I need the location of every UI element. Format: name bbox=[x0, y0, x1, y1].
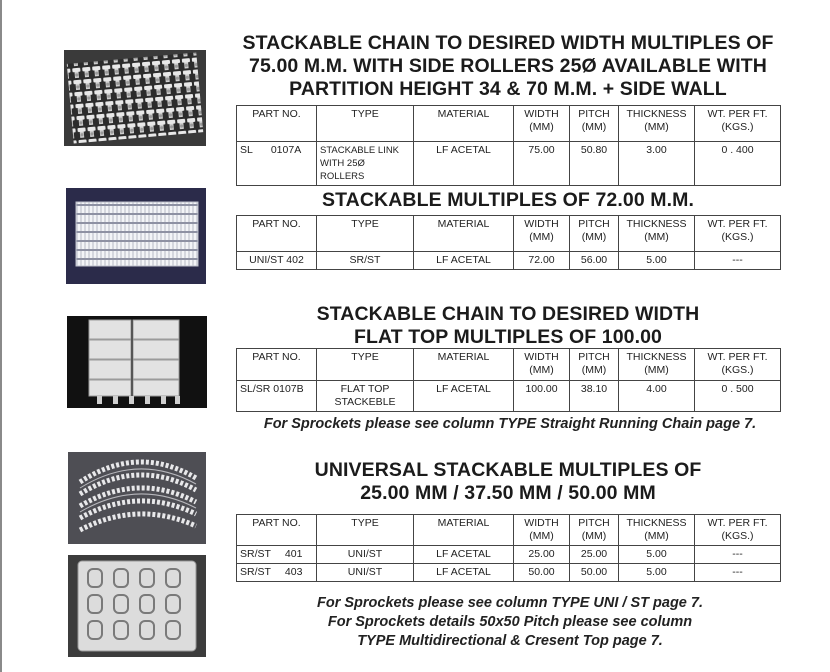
cell-material: LF ACETAL bbox=[414, 546, 514, 564]
cell-thickness: 3.00 bbox=[619, 142, 695, 186]
flat-top-stackable-chain-photo bbox=[67, 316, 207, 408]
header-type: TYPE bbox=[317, 106, 414, 142]
cell-width: 100.00 bbox=[514, 381, 570, 412]
table-row bbox=[237, 381, 781, 412]
cell-pitch: 50.80 bbox=[570, 142, 619, 186]
header-pitch: PITCH (MM) bbox=[570, 349, 619, 381]
table-row bbox=[237, 564, 781, 582]
header-material: MATERIAL bbox=[414, 515, 514, 546]
section1-spec-table bbox=[236, 105, 781, 186]
table-header-row bbox=[237, 515, 781, 546]
header-pitch: PITCH (MM) bbox=[570, 216, 619, 252]
cell-material: LF ACETAL bbox=[414, 381, 514, 412]
header-type: TYPE bbox=[317, 515, 414, 546]
header-thickness: THICKNESS (MM) bbox=[619, 216, 695, 252]
section1-heading: STACKABLE CHAIN TO DESIRED WIDTH MULTIPLES OF 75.00 M.M. WITH SIDE ROLLERS 25Ø AVAILABLE WITH PARTITION HEIGHT 34 & 70 M.M. + SIDE WALL bbox=[242, 32, 774, 100]
section3-heading: STACKABLE CHAIN TO DESIRED WIDTH FLAT TOP MULTIPLES OF 100.00 bbox=[316, 303, 700, 348]
cell-pitch: 25.00 bbox=[570, 546, 619, 564]
header-weight: WT. PER FT. (KGS.) bbox=[695, 349, 781, 381]
header-thickness: THICKNESS (MM) bbox=[619, 515, 695, 546]
header-pitch: PITCH (MM) bbox=[570, 106, 619, 142]
cell-material: LF ACETAL bbox=[414, 142, 514, 186]
cell-thickness: 4.00 bbox=[619, 381, 695, 412]
cell-weight: --- bbox=[695, 564, 781, 582]
cell-type: SR/ST bbox=[317, 252, 414, 270]
universal-stackable-flat-chain-photo bbox=[68, 555, 206, 657]
header-pitch: PITCH (MM) bbox=[570, 515, 619, 546]
table-row bbox=[237, 252, 781, 270]
header-width: WIDTH (MM) bbox=[514, 349, 570, 381]
cell-width: 25.00 bbox=[514, 546, 570, 564]
table-header-row bbox=[237, 349, 781, 381]
header-width: WIDTH (MM) bbox=[514, 216, 570, 252]
table-header-row bbox=[237, 216, 781, 252]
header-material: MATERIAL bbox=[414, 106, 514, 142]
cell-type: UNI/ST bbox=[317, 546, 414, 564]
header-thickness: THICKNESS (MM) bbox=[619, 349, 695, 381]
stackable-72mm-chain-photo bbox=[66, 188, 206, 284]
cell-thickness: 5.00 bbox=[619, 564, 695, 582]
cell-pitch: 38.10 bbox=[570, 381, 619, 412]
header-weight: WT. PER FT. (KGS.) bbox=[695, 106, 781, 142]
header-part-no: PART NO. bbox=[237, 216, 317, 252]
header-part-no: PART NO. bbox=[237, 515, 317, 546]
cell-width: 75.00 bbox=[514, 142, 570, 186]
header-part-no: PART NO. bbox=[237, 106, 317, 142]
cell-type: UNI/ST bbox=[317, 564, 414, 582]
section3-spec-table bbox=[236, 348, 781, 412]
header-width: WIDTH (MM) bbox=[514, 515, 570, 546]
section2-spec-table bbox=[236, 215, 781, 270]
cell-type: STACKABLE LINK WITH 25Ø ROLLERS bbox=[317, 142, 414, 186]
header-weight: WT. PER FT. (KGS.) bbox=[695, 515, 781, 546]
cell-pitch: 50.00 bbox=[570, 564, 619, 582]
cell-thickness: 5.00 bbox=[619, 546, 695, 564]
cell-part-no: SR/ST 403 bbox=[237, 564, 317, 582]
section4-spec-table bbox=[236, 514, 781, 582]
cell-material: LF ACETAL bbox=[414, 564, 514, 582]
cell-width: 72.00 bbox=[514, 252, 570, 270]
cell-weight: --- bbox=[695, 252, 781, 270]
cell-material: LF ACETAL bbox=[414, 252, 514, 270]
header-weight: WT. PER FT. (KGS.) bbox=[695, 216, 781, 252]
header-type: TYPE bbox=[317, 216, 414, 252]
page-left-border bbox=[0, 0, 2, 672]
cell-weight: --- bbox=[695, 546, 781, 564]
cell-type: FLAT TOP STACKEBLE bbox=[317, 381, 414, 412]
cell-weight: 0 . 500 bbox=[695, 381, 781, 412]
stackable-link-side-rollers-chain-photo bbox=[64, 50, 206, 146]
header-thickness: THICKNESS (MM) bbox=[619, 106, 695, 142]
cell-part-no: UNI/ST 402 bbox=[237, 252, 317, 270]
section4-heading: UNIVERSAL STACKABLE MULTIPLES OF 25.00 MM / 37.50 MM / 50.00 MM bbox=[314, 459, 702, 504]
header-type: TYPE bbox=[317, 349, 414, 381]
section4-sprocket-note: For Sprockets please see column TYPE UNI / ST page 7. For Sprockets details 50x50 Pitch please see column TYPE Multidirectional & Cresent Top page 7. bbox=[317, 595, 703, 649]
header-width: WIDTH (MM) bbox=[514, 106, 570, 142]
section3-sprocket-note: For Sprockets please see column TYPE Straight Running Chain page 7. bbox=[263, 416, 757, 432]
cell-part-no: SL 0107A bbox=[237, 142, 317, 186]
cell-weight: 0 . 400 bbox=[695, 142, 781, 186]
header-part-no: PART NO. bbox=[237, 349, 317, 381]
table-row bbox=[237, 142, 781, 186]
header-material: MATERIAL bbox=[414, 349, 514, 381]
cell-part-no: SL/SR 0107B bbox=[237, 381, 317, 412]
table-header-row bbox=[237, 106, 781, 142]
cell-thickness: 5.00 bbox=[619, 252, 695, 270]
table-row bbox=[237, 546, 781, 564]
universal-stackable-curved-chain-photo bbox=[68, 452, 206, 544]
cell-pitch: 56.00 bbox=[570, 252, 619, 270]
cell-width: 50.00 bbox=[514, 564, 570, 582]
section2-heading: STACKABLE MULTIPLES OF 72.00 M.M. bbox=[321, 189, 695, 211]
header-material: MATERIAL bbox=[414, 216, 514, 252]
cell-part-no: SR/ST 401 bbox=[237, 546, 317, 564]
